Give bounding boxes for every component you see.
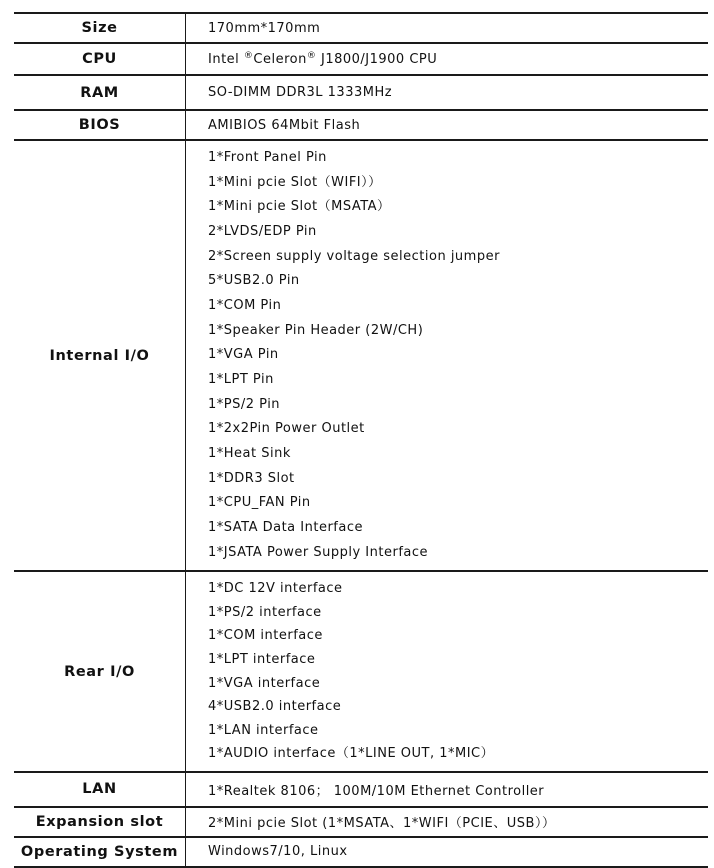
spec-value-rear-io [186, 571, 709, 772]
internal-io-list [208, 141, 708, 570]
spec-row-ram [14, 75, 708, 110]
cpu-brand: Intel [208, 51, 240, 67]
list-item: 1*LAN interface [208, 722, 319, 738]
spec-value-expansion: 2*Mini pcie Slot (1*MSATA、1*WIFI（PCIE、USB）） [186, 807, 709, 837]
list-item: 1*Front Panel Pin [208, 150, 327, 165]
list-item: 1*Mini pcie Slot（WIFI）） [208, 174, 382, 190]
spec-value-ram: SO-DIMM DDR3L 1333MHz [186, 75, 709, 110]
cpu-rest: J1800/J1900 CPU [316, 51, 438, 67]
spec-value-os: Windows7/10, Linux [186, 837, 709, 867]
spec-value-size: 170mm*170mm [186, 13, 709, 43]
spec-row-size [14, 13, 708, 43]
cpu-model: Celeron [253, 51, 307, 67]
spec-label-bios: BIOS [14, 110, 186, 140]
spec-row-cpu [14, 43, 708, 75]
list-item: 1*VGA Pin [208, 347, 279, 363]
spec-label-lan: LAN [14, 772, 186, 807]
list-item: 1*CPU_FAN Pin [208, 495, 311, 511]
list-item: 1*Mini pcie Slot（MSATA） [208, 199, 391, 215]
spec-label-internal-io: Internal I/O [14, 140, 186, 571]
list-item: 1*PS/2 Pin [208, 396, 281, 412]
list-item: 1*DDR3 Slot [208, 470, 295, 486]
registered-mark: ® [243, 50, 254, 61]
list-item: 1*LPT Pin [208, 371, 274, 387]
list-item: 1*AUDIO interface（1*LINE OUT, 1*MIC） [208, 746, 495, 762]
spec-row-internal-io [14, 140, 708, 571]
spec-label-ram: RAM [14, 75, 186, 110]
list-item: 1*DC 12V interface [208, 581, 343, 597]
spec-value-lan: 1*Realtek 8106； 100M/10M Ethernet Controller [186, 772, 709, 807]
list-item: 1*COM interface [208, 628, 323, 644]
list-item: 1*Speaker Pin Header (2W/CH) [208, 322, 424, 338]
list-item: 1*SATA Data Interface [208, 519, 363, 535]
spec-row-lan [14, 772, 708, 807]
spec-label-os: Operating System [14, 837, 186, 867]
list-item: 5*USB2.0 Pin [208, 273, 300, 289]
list-item: 1*2x2Pin Power Outlet [208, 421, 365, 437]
list-item: 1*VGA interface [208, 675, 321, 691]
spec-value-cpu [186, 43, 709, 75]
list-item: 1*JSATA Power Supply Interface [208, 544, 429, 560]
list-item: 1*COM Pin [208, 297, 282, 313]
list-item: 1*LPT interface [208, 651, 316, 667]
rear-io-list [208, 572, 708, 771]
spec-table [14, 12, 708, 868]
spec-row-os [14, 837, 708, 867]
registered-mark: ® [306, 50, 317, 61]
spec-row-rear-io [14, 571, 708, 772]
spec-label-rear-io: Rear I/O [14, 571, 186, 772]
spec-value-internal-io [186, 140, 709, 571]
list-item: 4*USB2.0 interface [208, 699, 342, 715]
list-item: 2*Screen supply voltage selection jumper [208, 248, 500, 264]
list-item: 1*Heat Sink [208, 445, 291, 461]
list-item: 1*PS/2 interface [208, 604, 322, 620]
spec-label-expansion: Expansion slot [14, 807, 186, 837]
spec-value-bios: AMIBIOS 64Mbit Flash [186, 110, 709, 140]
list-item: 2*LVDS/EDP Pin [208, 223, 317, 239]
spec-row-expansion [14, 807, 708, 837]
spec-label-size: Size [14, 13, 186, 43]
spec-row-bios [14, 110, 708, 140]
spec-label-cpu: CPU [14, 43, 186, 75]
